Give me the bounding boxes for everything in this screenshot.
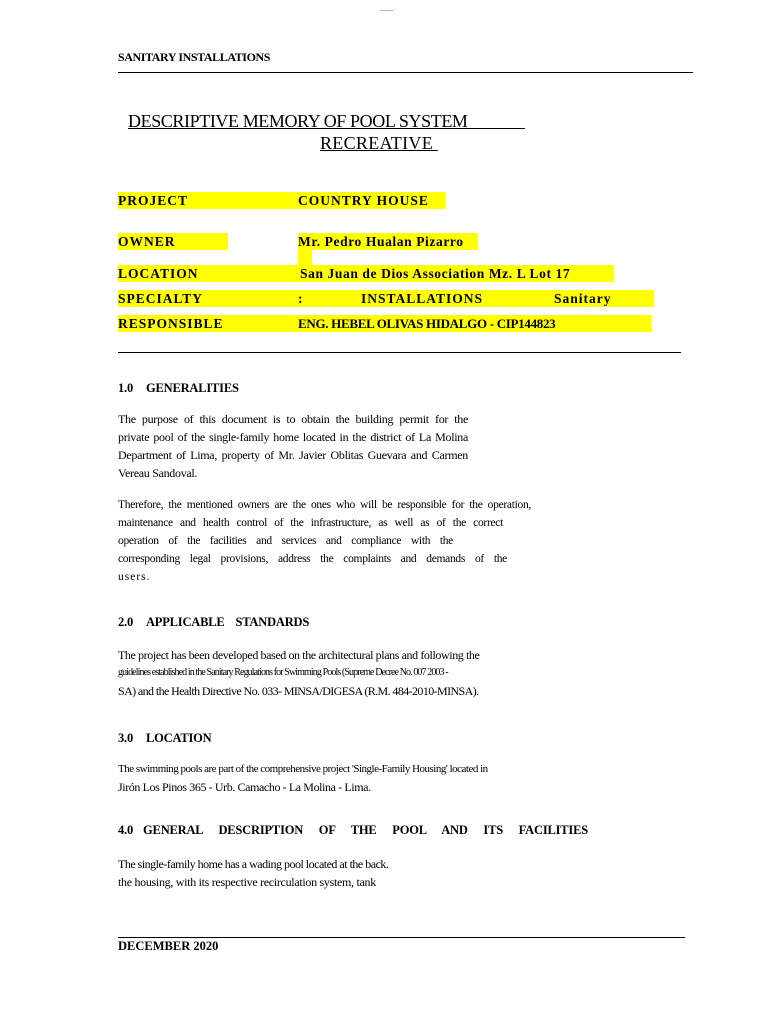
paragraph-line: corresponding legal provisions, address the complaints and demands of the	[118, 553, 507, 565]
paragraph-line: SA) and the Health Directive No. 033- MINSA/DIGESA (R.M. 484-2010-MINSA).	[118, 684, 479, 698]
highlight-fragment	[298, 250, 312, 265]
info-divider	[118, 352, 681, 353]
description-paragraph	[118, 855, 518, 891]
section-title: APPLICABLE STANDARDS	[145, 615, 310, 629]
owner-label: OWNER	[118, 234, 176, 249]
header-rule	[118, 72, 693, 73]
project-value: COUNTRY HOUSE	[298, 193, 429, 208]
info-row-specialty	[118, 290, 654, 307]
section-number: 4.0	[118, 823, 134, 837]
paragraph-line: users.	[118, 571, 151, 583]
footer-rule	[118, 937, 685, 938]
paragraph-line: The swimming pools are part of the comprehensive project 'Single-Family Housing' located in	[118, 763, 488, 775]
owner-value: Mr. Pedro Hualan Pizarro	[298, 233, 478, 250]
section-title: GENERAL DESCRIPTION OF THE POOL AND ITS FACILITIES	[143, 823, 588, 837]
responsible-label: RESPONSIBLE	[118, 316, 224, 331]
specialty-colon: :	[298, 291, 304, 306]
section-title: LOCATION	[145, 731, 212, 745]
section-title: GENERALITIES	[145, 381, 239, 395]
document-subtitle: RECREATIVE	[320, 133, 433, 153]
info-row-location	[118, 265, 614, 282]
paragraph-line: operation of the facilities and services and compliance with the	[118, 535, 453, 547]
paragraph-line: maintenance and health control of the infrastructure, as well as of the correct	[118, 517, 503, 529]
paragraph-line: Therefore, the mentioned owners are the ones who will be responsible for the operation,	[118, 499, 531, 511]
location-label: LOCATION	[118, 266, 199, 281]
running-header: SANITARY INSTALLATIONS	[118, 50, 271, 64]
page-top-mark	[380, 10, 394, 11]
paragraph-line: The single-family home has a wading pool located at the back.	[118, 857, 389, 871]
section-description-heading	[118, 823, 588, 838]
specialty-value-sanitary: Sanitary	[554, 291, 612, 306]
section-generalities-heading	[118, 381, 239, 396]
project-label: PROJECT	[118, 193, 189, 208]
paragraph-line: guidelines established in the Sanitary Regulations for Swimming Pools (Supreme Decree No. 007 2003 -	[118, 667, 448, 678]
specialty-label: SPECIALTY	[118, 291, 204, 306]
paragraph-line: private pool of the single-family home located in the district of La Molina	[118, 430, 468, 444]
generalities-paragraph-2	[118, 496, 531, 586]
info-row-responsible	[118, 315, 651, 332]
generalities-paragraph-1	[118, 410, 468, 482]
info-row-project	[118, 192, 445, 209]
standards-paragraph	[118, 646, 510, 700]
location-value: San Juan de Dios Association Mz. L Lot 17	[300, 266, 571, 281]
specialty-value-installations: INSTALLATIONS	[361, 291, 484, 306]
footer-date: DECEMBER 2020	[118, 939, 219, 953]
location-paragraph	[118, 760, 518, 796]
section-standards-heading	[118, 615, 309, 630]
paragraph-line: The project has been developed based on the architectural plans and following the	[118, 648, 480, 662]
document-title: DESCRIPTIVE MEMORY OF POOL SYSTEM	[128, 111, 468, 131]
responsible-value: ENG. HEBEL OLIVAS HIDALGO - CIP144823	[298, 316, 556, 331]
paragraph-line: Vereau Sandoval.	[118, 466, 198, 480]
owner-label-highlight	[118, 233, 228, 250]
paragraph-line: the housing, with its respective recirculation system, tank	[118, 875, 376, 889]
paragraph-line: The purpose of this document is to obtain the building permit for the	[118, 412, 468, 426]
section-number: 3.0	[118, 731, 134, 745]
section-location-heading	[118, 731, 212, 746]
paragraph-line: Jirón Los Pinos 365 - Urb. Camacho - La Molina - Lima.	[118, 780, 371, 794]
section-number: 1.0	[118, 381, 134, 395]
paragraph-line: Department of Lima, property of Mr. Javier Oblitas Guevara and Carmen	[118, 448, 468, 462]
section-number: 2.0	[118, 615, 134, 629]
